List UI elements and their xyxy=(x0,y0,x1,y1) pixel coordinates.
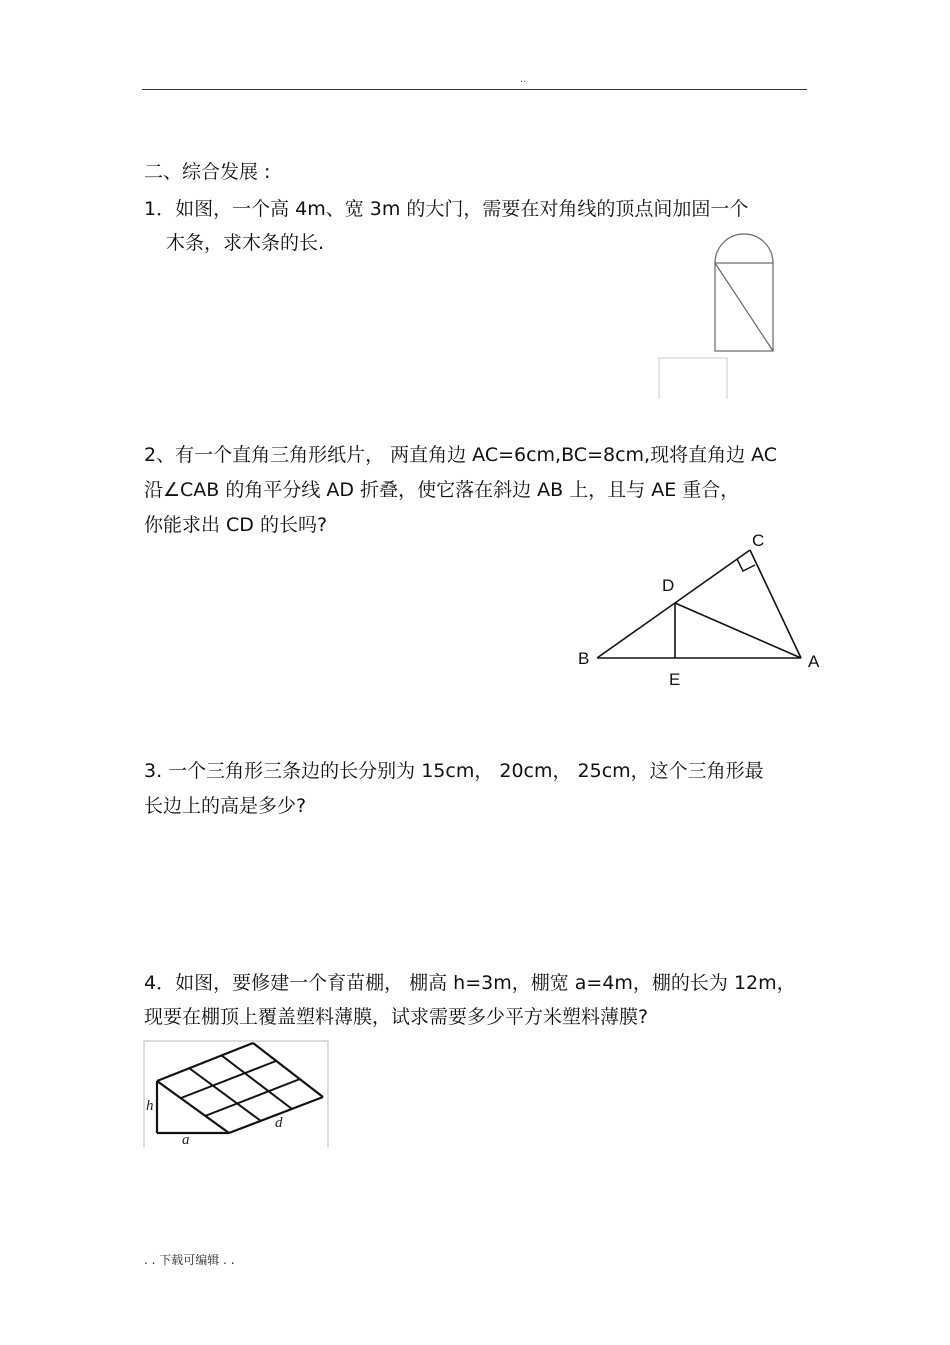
roof-grid-cross-2 xyxy=(221,1055,292,1109)
door-arch xyxy=(715,234,773,263)
triangle-figure xyxy=(570,525,830,695)
problem-1-line-2: 木条，求木条的长. xyxy=(166,232,325,254)
roof-back-edge xyxy=(253,1043,323,1097)
header-rule xyxy=(142,89,807,90)
label-c: C xyxy=(752,531,765,550)
side-ca xyxy=(750,550,801,658)
door-diagonal xyxy=(715,263,773,351)
section-title: 二、综合发展 : xyxy=(144,161,271,183)
problem-4-line-1: 4．如图，要修建一个育苗棚， 棚高 h=3m，棚宽 a=4m，棚的长为 12m， xyxy=(144,972,796,994)
problem-1-line-1: 1．如图，一个高 4m、宽 3m 的大门，需要在对角线的顶点间加固一个 xyxy=(144,198,749,220)
label-a: A xyxy=(808,652,820,671)
label-h: h xyxy=(146,1098,154,1114)
label-e: E xyxy=(669,670,681,689)
footer-text: . . 下载可编辑 . . xyxy=(144,1253,235,1267)
label-a-width: a xyxy=(182,1132,190,1148)
label-b: B xyxy=(578,649,590,668)
door-figure xyxy=(655,230,785,400)
header-dots: .. xyxy=(520,74,527,85)
door-faint-box xyxy=(659,358,727,399)
problem-2-line-3: 你能求出 CD 的长吗? xyxy=(144,514,328,536)
problem-3-line-1: 3. 一个三角形三条边的长分别为 15cm， 20cm， 25cm，这个三角形最 xyxy=(144,760,764,782)
problem-2-line-1: 2、有一个直角三角形纸片， 两直角边 AC=6cm,BC=8cm,现将直角边 AC xyxy=(144,444,778,466)
problem-3-line-2: 长边上的高是多少? xyxy=(144,795,307,817)
label-d: D xyxy=(662,576,675,595)
label-d-length: d xyxy=(275,1115,283,1131)
segment-da xyxy=(675,603,801,658)
side-bc xyxy=(597,550,750,658)
problem-2-line-2: 沿∠CAB 的角平分线 AD 折叠，使它落在斜边 AB 上，且与 AE 重合， xyxy=(144,479,740,501)
problem-4-line-2: 现要在棚顶上覆盖塑料薄膜，试求需要多少平方米塑料薄膜? xyxy=(144,1006,649,1028)
greenhouse-figure xyxy=(143,1040,329,1148)
right-angle-mark xyxy=(737,559,755,571)
